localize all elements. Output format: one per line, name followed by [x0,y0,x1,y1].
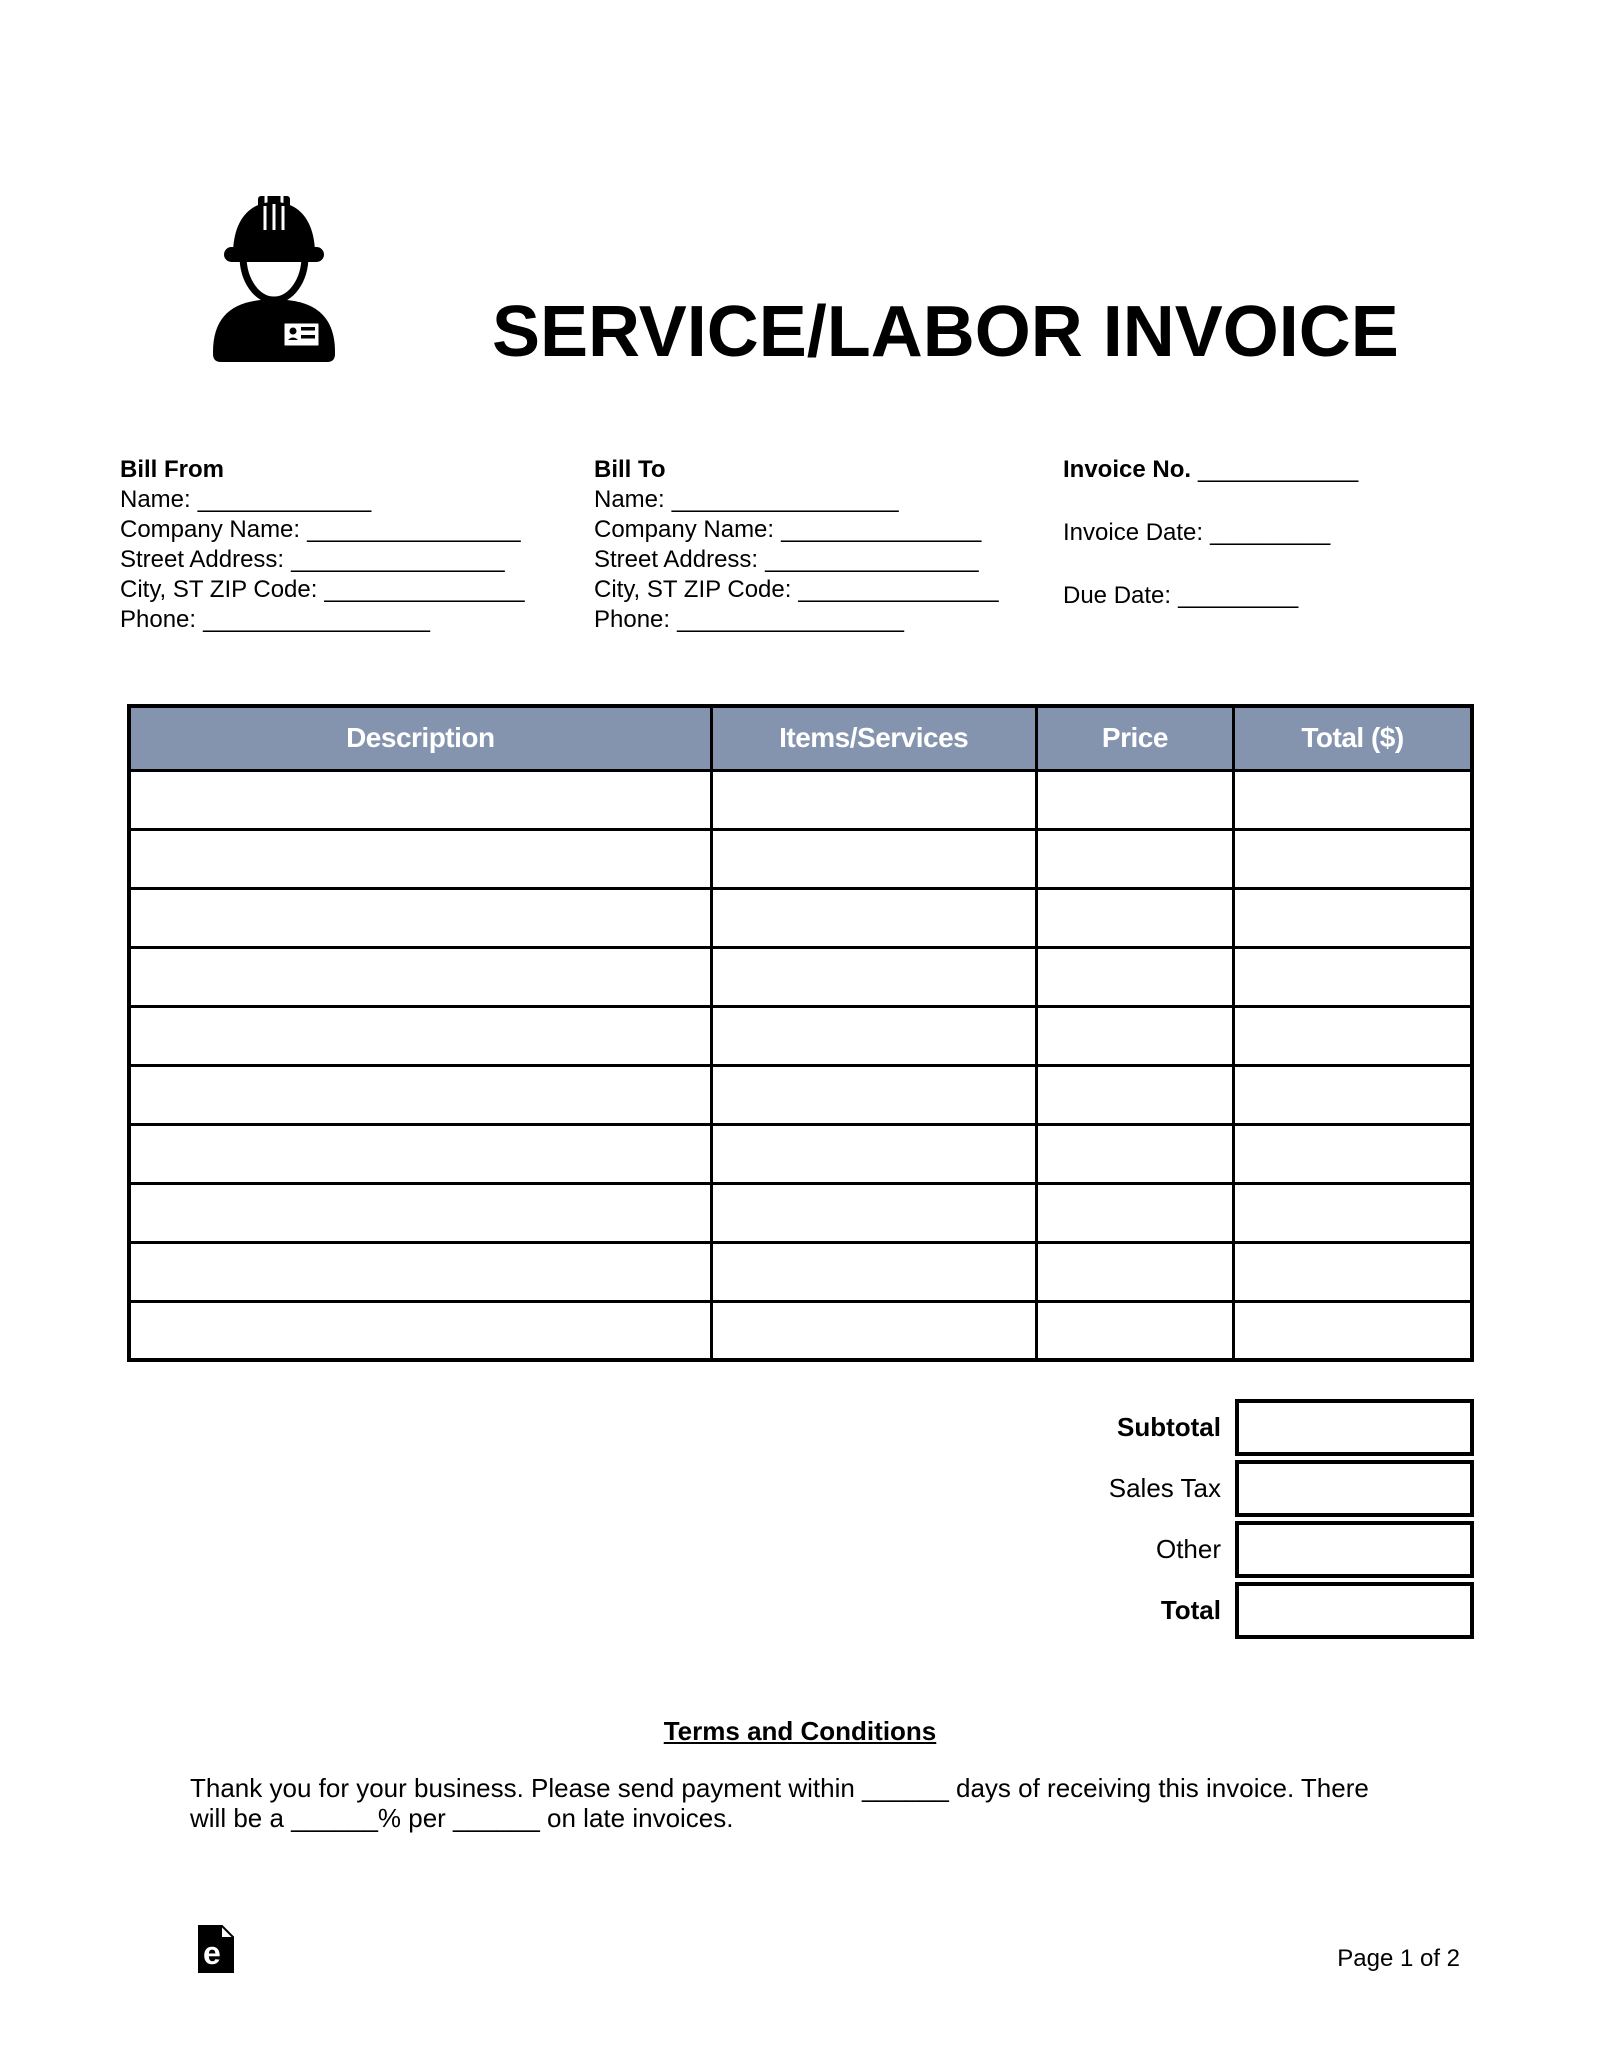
table-row [129,1065,1472,1124]
page-number-label: Page 1 of 2 [1337,1945,1460,1972]
table-cell[interactable] [711,888,1036,947]
field-label: Invoice No. [1063,456,1192,483]
table-cell[interactable] [1234,1242,1472,1301]
bill-from-name-line [120,485,590,515]
table-row [129,1242,1472,1301]
table-cell[interactable] [711,947,1036,1006]
terms-line-1: Thank you for your business. Please send payment within ______ days of receiving this invoice. There [190,1773,1369,1803]
table-cell[interactable] [1234,888,1472,947]
bill-from-company-line [120,515,590,545]
field-label: Phone: [594,606,671,633]
summary-row-sales-tax [600,1460,1474,1517]
table-cell[interactable] [1036,1301,1233,1360]
table-cell[interactable] [1234,1006,1472,1065]
table-cell[interactable] [711,1242,1036,1301]
bill-to-name-line [594,485,1059,515]
column-header-total: Total ($) [1234,706,1472,770]
terms-section [0,1716,1600,1746]
fill-in-blank[interactable]: _______________ [324,576,525,603]
summary-value-box[interactable] [1235,1399,1474,1456]
bill-to-company-line [594,515,1059,545]
table-cell[interactable] [1234,1124,1472,1183]
table-cell[interactable] [1234,1183,1472,1242]
due-date-line [1063,581,1493,611]
bill-to-phone-line [594,605,1059,635]
table-cell[interactable] [1234,947,1472,1006]
terms-line-2: will be a ______% per ______ on late invoices. [190,1803,734,1833]
bill-to-city-line [594,575,1059,605]
terms-body [190,1773,1520,1833]
table-cell[interactable] [1234,1065,1472,1124]
table-cell[interactable] [711,1006,1036,1065]
summary-label: Sales Tax [1108,1473,1221,1503]
bill-from-section [120,455,590,635]
fill-in-blank[interactable]: _______________ [798,576,999,603]
table-cell[interactable] [129,1242,711,1301]
table-cell[interactable] [711,1124,1036,1183]
construction-worker-icon [203,190,345,367]
table-cell[interactable] [129,770,711,829]
table-row [129,888,1472,947]
field-label: Due Date: [1063,582,1172,609]
svg-text:e: e [203,1935,221,1971]
column-header-description: Description [129,706,711,770]
fill-in-blank[interactable]: _______________ [781,516,982,543]
invoice-meta-section [1063,455,1493,644]
fill-in-blank[interactable]: _________________ [677,606,904,633]
items-table [127,704,1474,1362]
table-cell[interactable] [129,1006,711,1065]
table-cell[interactable] [711,1301,1036,1360]
fill-in-blank[interactable]: ________________ [765,546,979,573]
fill-in-blank[interactable]: _________________ [671,486,899,513]
field-label: Name: [594,486,665,513]
table-cell[interactable] [1036,947,1233,1006]
table-row [129,1301,1472,1360]
field-label: Street Address: [120,546,285,573]
table-header-row [129,706,1472,770]
summary-label: Total [1160,1595,1221,1625]
fill-in-blank[interactable]: ____________ [1198,456,1359,483]
table-cell[interactable] [1036,888,1233,947]
bill-to-section [594,455,1059,635]
table-cell[interactable] [129,947,711,1006]
bill-from-city-line [120,575,590,605]
summary-section [600,1399,1474,1643]
table-cell[interactable] [1234,829,1472,888]
summary-value-box[interactable] [1235,1521,1474,1578]
summary-value-box[interactable] [1235,1460,1474,1517]
summary-value-box[interactable] [1235,1582,1474,1639]
summary-row-other [600,1521,1474,1578]
column-header-price: Price [1036,706,1233,770]
table-row [129,1124,1472,1183]
table-cell[interactable] [1036,1006,1233,1065]
table-cell[interactable] [1036,1065,1233,1124]
bill-from-street-line [120,545,590,575]
page-title: SERVICE/LABOR INVOICE [492,292,1399,372]
fill-in-blank[interactable]: _____________ [197,486,372,513]
table-cell[interactable] [711,829,1036,888]
summary-row-subtotal [600,1399,1474,1456]
field-label: City, ST ZIP Code: [594,576,792,603]
summary-row-total [600,1582,1474,1639]
table-row [129,947,1472,1006]
field-label: Name: [120,486,191,513]
invoice-date-line [1063,518,1493,548]
field-label: Invoice Date: [1063,519,1204,546]
table-cell[interactable] [1036,1124,1233,1183]
table-cell[interactable] [1036,1242,1233,1301]
table-row [129,1006,1472,1065]
table-cell[interactable] [1036,1183,1233,1242]
invoice-number-line [1063,455,1493,485]
fill-in-blank[interactable]: _________________ [203,606,430,633]
table-cell[interactable] [129,1301,711,1360]
table-cell[interactable] [711,770,1036,829]
table-cell[interactable] [1234,770,1472,829]
bill-to-street-line [594,545,1059,575]
field-label: Street Address: [594,546,759,573]
fill-in-blank[interactable]: ________________ [307,516,521,543]
field-label: City, ST ZIP Code: [120,576,318,603]
field-label: Company Name: [120,516,301,543]
summary-label: Subtotal [1117,1412,1221,1442]
table-cell[interactable] [129,829,711,888]
items-table-body [129,770,1472,1360]
bill-from-heading: Bill From [120,456,225,483]
table-row [129,1183,1472,1242]
table-cell[interactable] [129,888,711,947]
bill-to-heading: Bill To [594,456,666,483]
table-row [129,829,1472,888]
fill-in-blank[interactable]: _________ [1210,519,1331,546]
table-cell[interactable] [129,1183,711,1242]
table-row [129,770,1472,829]
table-cell[interactable] [711,1183,1036,1242]
eforms-logo-icon [198,1925,234,1978]
column-header-items-services: Items/Services [711,706,1036,770]
table-cell[interactable] [1036,770,1233,829]
table-cell[interactable] [129,1065,711,1124]
field-label: Company Name: [594,516,775,543]
bill-from-phone-line [120,605,590,635]
field-label: Phone: [120,606,197,633]
table-cell[interactable] [1036,829,1233,888]
fill-in-blank[interactable]: _________ [1178,582,1299,609]
table-cell[interactable] [711,1065,1036,1124]
terms-heading: Terms and Conditions [663,1716,937,1746]
table-cell[interactable] [1234,1301,1472,1360]
fill-in-blank[interactable]: ________________ [291,546,505,573]
summary-label: Other [1155,1534,1221,1564]
table-cell[interactable] [129,1124,711,1183]
